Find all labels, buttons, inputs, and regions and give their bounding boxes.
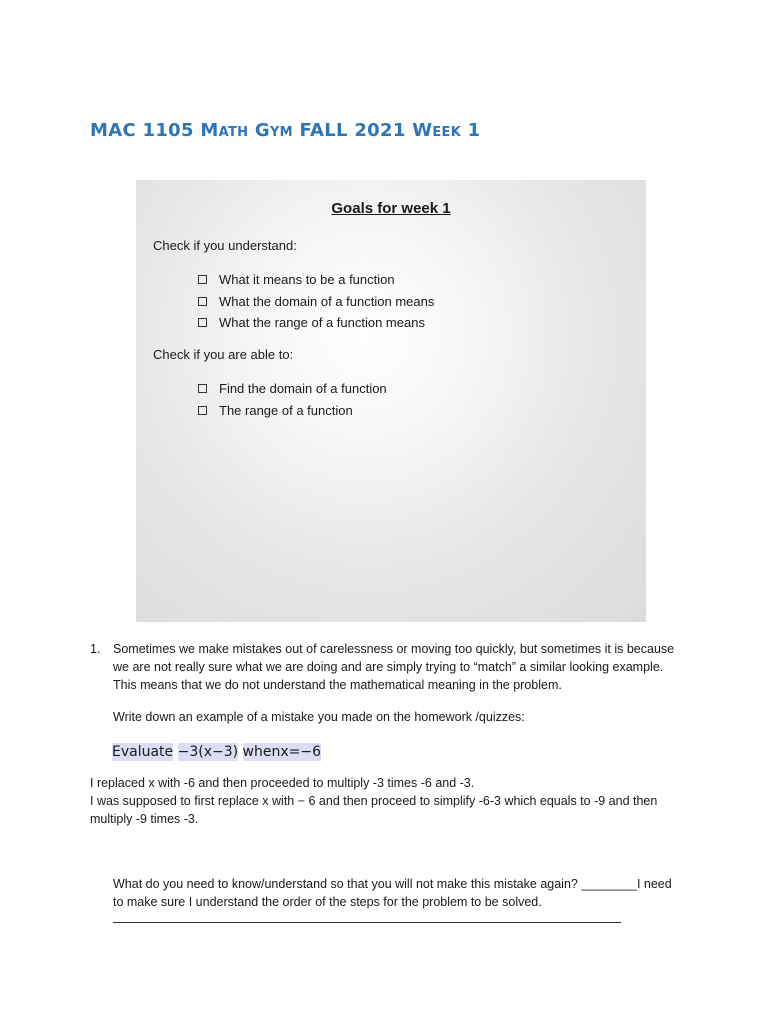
checklist-item[interactable]: What the domain of a function means xyxy=(198,291,434,313)
title-math-gym: Math Gym xyxy=(200,120,293,141)
problem-when: when xyxy=(242,744,281,760)
title-course: MAC 1105 xyxy=(90,120,201,141)
checklist-item[interactable]: What it means to be a function xyxy=(198,269,434,291)
goals-box xyxy=(136,180,646,622)
checkbox-icon[interactable] xyxy=(198,406,207,415)
page-title xyxy=(90,120,481,141)
problem-condition: x=−6 xyxy=(280,744,322,760)
checkbox-icon[interactable] xyxy=(198,384,207,393)
title-week-number: 1 xyxy=(461,120,481,141)
reflection-question: What do you need to know/understand so that you will not make this mistake again? ________I need to make sure I understand the order of the steps for the problem to be solved. xyxy=(113,877,672,909)
understand-checklist xyxy=(198,269,434,334)
checkbox-icon[interactable] xyxy=(198,318,207,327)
problem-statement xyxy=(112,744,321,760)
checklist-item[interactable]: What the range of a function means xyxy=(198,312,434,334)
checklist-item[interactable]: The range of a function xyxy=(198,400,387,422)
able-checklist xyxy=(198,378,387,421)
question-text: Sometimes we make mistakes out of carelessness or moving too quickly, but sometimes it is because we are not really sure what we are doing and are simply trying to “match” a similar looking example. This means that we do not understand the mathematical meaning in the problem. xyxy=(113,642,675,692)
title-week-word: Week xyxy=(412,120,462,141)
title-term: FALL 2021 xyxy=(292,120,413,141)
answer-line-2: I was supposed to first replace x with − 6 and then proceed to simplify -6-3 which equals to -9 and then multiply -9 times -3. xyxy=(90,794,658,826)
goals-heading: Goals for week 1 xyxy=(331,200,451,217)
checkbox-icon[interactable] xyxy=(198,275,207,284)
problem-expression: −3(x−3) xyxy=(177,744,239,760)
checkbox-icon[interactable] xyxy=(198,297,207,306)
answer-underline xyxy=(113,922,621,923)
able-label: Check if you are able to: xyxy=(153,347,294,362)
answer-line-1: I replaced x with -6 and then proceeded to multiply -3 times -6 and -3. xyxy=(90,776,475,790)
checklist-item[interactable]: Find the domain of a function xyxy=(198,378,387,400)
question-number: 1. xyxy=(90,642,101,656)
problem-word: Evaluate xyxy=(112,744,174,760)
question-prompt: Write down an example of a mistake you made on the homework /quizzes: xyxy=(113,710,525,724)
understand-label: Check if you understand: xyxy=(153,238,297,253)
